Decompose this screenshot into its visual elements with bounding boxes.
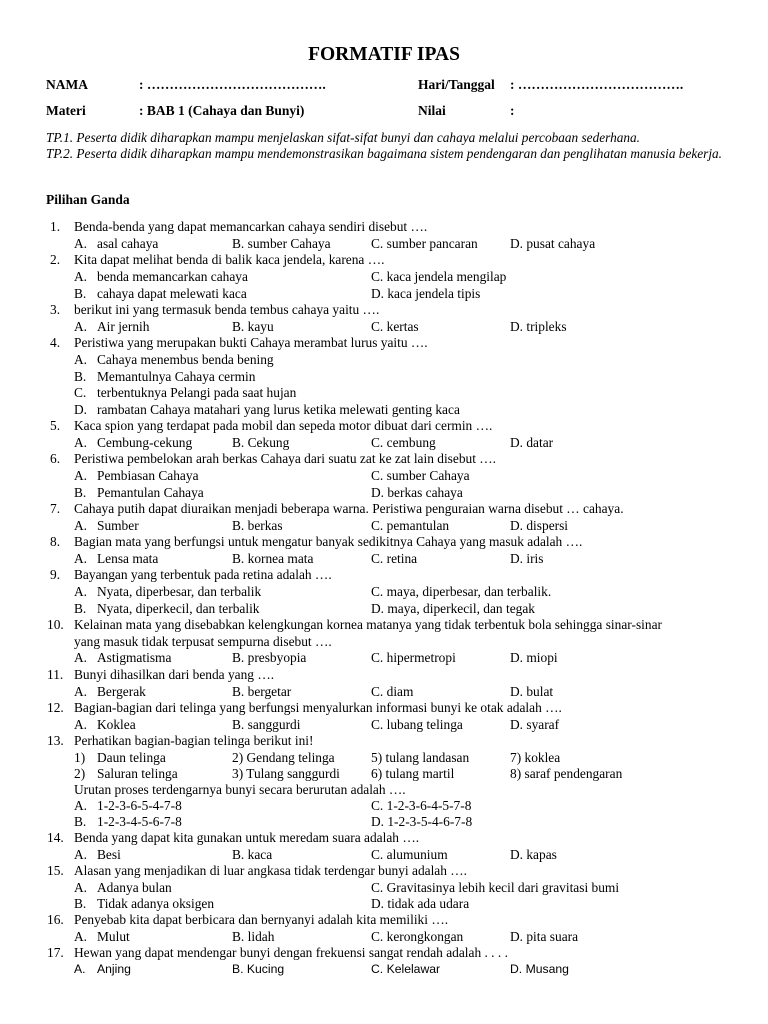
item-marker: A. [74, 847, 88, 862]
item-marker: 12. [47, 700, 64, 715]
item-text: Kelainan mata yang disebabkan kelengkungan kornea matanya yang tidak terbentuk bola sehingga sinar-sinar [74, 617, 662, 632]
item-text: Tidak adanya oksigen [97, 896, 215, 911]
item-text: B. Cekung [232, 435, 290, 450]
item-text: Cahaya menembus benda bening [97, 352, 274, 367]
item-marker: 5. [50, 418, 61, 433]
item-marker: 6. [50, 451, 61, 466]
item-text: C. Gravitasinya lebih kecil dari gravitasi bumi [371, 880, 620, 895]
materi-label: Materi [46, 103, 86, 118]
item-text: D. datar [510, 435, 554, 450]
item-text: D. pusat cahaya [510, 236, 596, 251]
hari-tanggal-value: : ………………………………. [510, 77, 684, 92]
item-marker: A. [74, 962, 86, 976]
item-text: C. retina [371, 551, 418, 566]
item-marker: A. [74, 584, 88, 599]
item-marker: A. [74, 880, 88, 895]
item-text: Anjing [97, 962, 131, 976]
item-marker: 15. [47, 863, 64, 878]
item-text: Daun telinga [97, 750, 166, 765]
item-text: Kita dapat melihat benda di balik kaca jendela, karena …. [74, 252, 385, 267]
item-text: Bagian-bagian dari telinga yang berfungsi menyalurkan informasi bunyi ke otak adalah …. [74, 700, 562, 715]
item-text: D. tidak ada udara [371, 896, 470, 911]
item-text: Benda-benda yang dapat memancarkan cahaya sendiri disebut …. [74, 219, 428, 234]
item-text: Astigmatisma [97, 650, 172, 665]
item-marker: 16. [47, 912, 64, 927]
item-text: C. alumunium [371, 847, 448, 862]
item-text: D. 1-2-3-5-4-6-7-8 [371, 814, 473, 829]
item-text: B. kaca [232, 847, 273, 862]
item-marker: B. [74, 286, 87, 301]
item-marker: A. [74, 551, 88, 566]
item-marker: A. [74, 684, 88, 699]
item-text: Peristiwa yang merupakan bukti Cahaya merambat lurus yaitu …. [74, 335, 428, 350]
item-text: cahaya dapat melewati kaca [97, 286, 247, 301]
item-text: Lensa mata [97, 551, 159, 566]
item-text: Adanya bulan [97, 880, 172, 895]
item-text: Memantulnya Cahaya cermin [97, 369, 256, 384]
item-marker: 7. [50, 501, 61, 516]
item-text: Kaca spion yang terdapat pada mobil dan sepeda motor dibuat dari cermin …. [74, 418, 493, 433]
item-text: C. pemantulan [371, 518, 450, 533]
item-marker: A. [74, 717, 88, 732]
item-text: Hewan yang dapat mendengar bunyi dengan frekuensi sangat rendah adalah . . . . [74, 945, 508, 960]
item-text: D. syaraf [510, 717, 560, 732]
item-marker: A. [74, 798, 88, 813]
item-marker: 13. [47, 733, 64, 748]
item-text: rambatan Cahaya matahari yang lurus ketika melewati genting kaca [97, 402, 460, 417]
item-text: Saluran telinga [97, 766, 178, 781]
item-marker: B. [74, 369, 87, 384]
item-marker: A. [74, 650, 88, 665]
item-marker: A. [74, 269, 88, 284]
item-text: Mulut [97, 929, 130, 944]
item-text: Besi [97, 847, 121, 862]
materi-value: : BAB 1 (Cahaya dan Bunyi) [139, 103, 305, 118]
item-marker: 1. [50, 219, 61, 234]
item-text: D. pita suara [510, 929, 579, 944]
item-marker: A. [74, 518, 88, 533]
learning-objective-1: TP.1. Peserta didik diharapkan mampu menjelaskan sifat-sifat bunyi dan cahaya melalui percobaan sederhana. [46, 130, 640, 145]
item-text: terbentuknya Pelangi pada saat hujan [97, 385, 297, 400]
item-text: Alasan yang menjadikan di luar angkasa tidak terdengar bunyi adalah …. [74, 863, 468, 878]
item-marker: A. [74, 236, 88, 251]
item-text: C. hipermetropi [371, 650, 456, 665]
section-title: Pilihan Ganda [46, 192, 130, 207]
item-text: Air jernih [97, 319, 150, 334]
item-text: C. lubang telinga [371, 717, 463, 732]
hari-tanggal-label: Hari/Tanggal [418, 77, 495, 92]
item-marker: 14. [47, 830, 64, 845]
item-marker: B. [74, 601, 87, 616]
item-text: D. iris [510, 551, 544, 566]
item-text: C. cembung [371, 435, 436, 450]
item-text: D. Musang [510, 962, 569, 976]
item-text: D. kapas [510, 847, 557, 862]
item-text: Bergerak [97, 684, 146, 699]
item-text: B. lidah [232, 929, 275, 944]
item-text: asal cahaya [97, 236, 159, 251]
item-marker: A. [74, 468, 88, 483]
item-text: 6) tulang martil [371, 766, 455, 781]
item-text: C. kerongkongan [371, 929, 464, 944]
item-text: C. 1-2-3-6-4-5-7-8 [371, 798, 472, 813]
item-marker: 10. [47, 617, 64, 632]
item-text: berikut ini yang termasuk benda tembus cahaya yaitu …. [74, 302, 380, 317]
item-text: Sumber [97, 518, 139, 533]
item-text: Pemantulan Cahaya [97, 485, 204, 500]
item-text: D. kaca jendela tipis [371, 286, 481, 301]
item-text: 7) koklea [510, 750, 561, 765]
item-marker: 2) [74, 766, 86, 781]
nilai-label: Nilai [418, 103, 446, 118]
item-text: benda memancarkan cahaya [97, 269, 248, 284]
item-text: Peristiwa pembelokan arah berkas Cahaya dari suatu zat ke zat lain disebut …. [74, 451, 497, 466]
item-text: 3) Tulang sanggurdi [232, 766, 340, 781]
item-text: 1-2-3-6-5-4-7-8 [97, 798, 182, 813]
document-title: FORMATIF IPAS [308, 44, 460, 65]
item-text: D. maya, diperkecil, dan tegak [371, 601, 535, 616]
item-marker: A. [74, 352, 88, 367]
nilai-value: : [510, 103, 515, 118]
item-text: Penyebab kita dapat berbicara dan bernyanyi adalah kita memiliki …. [74, 912, 449, 927]
item-text: B. kornea mata [232, 551, 314, 566]
item-marker: yang masuk tidak terpusat sempurna disebut …. [74, 634, 332, 649]
item-text: B. kayu [232, 319, 274, 334]
item-text: B. berkas [232, 518, 283, 533]
nama-label: NAMA [46, 77, 88, 92]
item-marker: 11. [47, 667, 64, 682]
item-marker: B. [74, 814, 87, 829]
item-text: Bayangan yang terbentuk pada retina adalah …. [74, 567, 332, 582]
item-marker: Urutan proses terdengarnya bunyi secara berurutan adalah …. [74, 782, 406, 797]
item-text: D. miopi [510, 650, 558, 665]
item-text: B. presbyopia [232, 650, 307, 665]
item-text: Perhatikan bagian-bagian telinga berikut ini! [74, 733, 314, 748]
item-text: B. Kucing [232, 962, 285, 976]
item-text: C. sumber pancaran [371, 236, 478, 251]
item-text: Nyata, diperbesar, dan terbalik [97, 584, 262, 599]
item-marker: 1) [74, 750, 86, 765]
item-marker: C. [74, 385, 87, 400]
item-text: B. sanggurdi [232, 717, 301, 732]
item-text: B. sumber Cahaya [232, 236, 331, 251]
item-text: D. berkas cahaya [371, 485, 463, 500]
item-text: 8) saraf pendengaran [510, 766, 623, 781]
item-text: C. diam [371, 684, 414, 699]
item-text: Koklea [97, 717, 136, 732]
item-text: Cahaya putih dapat diuraikan menjadi beberapa warna. Peristiwa penguraian warna disebut … cahaya. [74, 501, 624, 516]
item-marker: B. [74, 485, 87, 500]
item-text: D. tripleks [510, 319, 567, 334]
nama-value: : …………………………………. [139, 77, 326, 92]
item-marker: 8. [50, 534, 61, 549]
item-marker: A. [74, 929, 88, 944]
item-text: Cembung-cekung [97, 435, 193, 450]
item-marker: B. [74, 896, 87, 911]
item-text: Nyata, diperkecil, dan terbalik [97, 601, 260, 616]
item-text: C. kertas [371, 319, 419, 334]
item-text: C. sumber Cahaya [371, 468, 470, 483]
item-marker: 4. [50, 335, 61, 350]
item-text: D. bulat [510, 684, 554, 699]
item-text: 2) Gendang telinga [232, 750, 335, 765]
item-marker: D. [74, 402, 88, 417]
item-text: 1-2-3-4-5-6-7-8 [97, 814, 182, 829]
item-text: 5) tulang landasan [371, 750, 470, 765]
item-marker: A. [74, 319, 88, 334]
item-text: D. dispersi [510, 518, 569, 533]
learning-objective-2: TP.2. Peserta didik diharapkan mampu mendemonstrasikan bagaimana sistem pendengaran dan penglihatan manusia bekerja. [46, 146, 722, 161]
item-text: Pembiasan Cahaya [97, 468, 199, 483]
item-text: Bunyi dihasilkan dari benda yang …. [74, 667, 275, 682]
item-text: C. maya, diperbesar, dan terbalik. [371, 584, 552, 599]
item-text: C. Kelelawar [371, 962, 441, 976]
item-marker: 3. [50, 302, 61, 317]
item-text: Benda yang dapat kita gunakan untuk meredam suara adalah …. [74, 830, 420, 845]
item-marker: 17. [47, 945, 64, 960]
item-text: B. bergetar [232, 684, 292, 699]
item-marker: A. [74, 435, 88, 450]
item-marker: 9. [50, 567, 61, 582]
item-marker: 2. [50, 252, 61, 267]
item-text: C. kaca jendela mengilap [371, 269, 507, 284]
item-text: Bagian mata yang berfungsi untuk mengatur banyak sedikitnya Cahaya yang masuk adalah …. [74, 534, 583, 549]
